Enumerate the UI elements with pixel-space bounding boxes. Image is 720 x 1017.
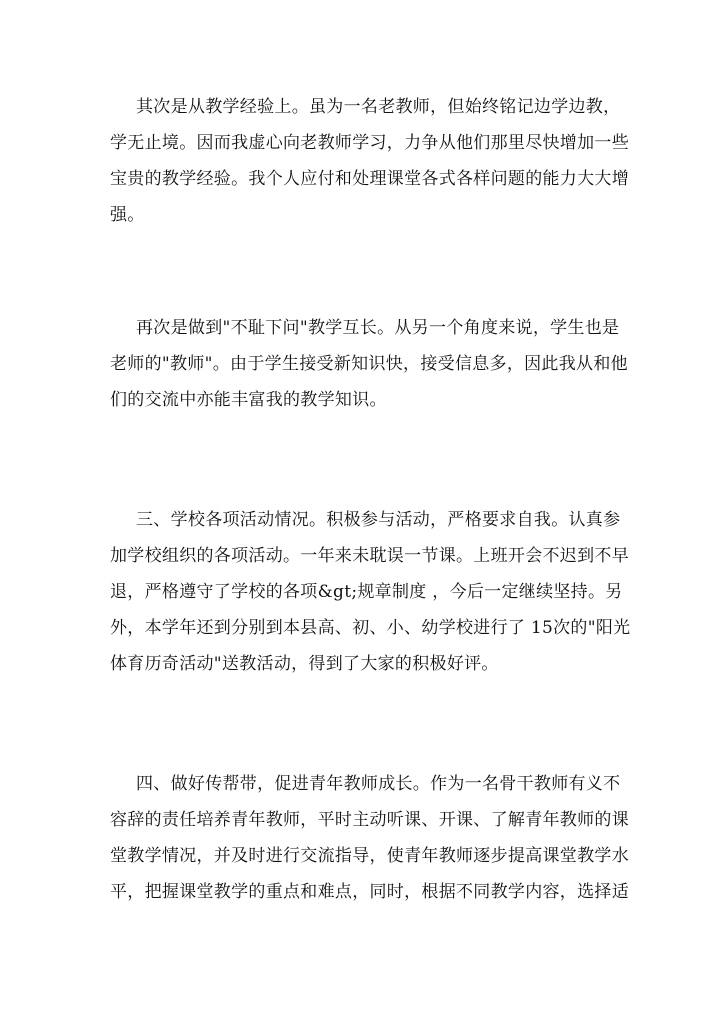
text-line: 堂教学情况，并及时进行交流指导，使青年教师逐步提高课堂教学水 [110,846,629,866]
text-line: 三、学校各项活动情况。积极参与活动，严格要求自我。认真参 [136,510,621,530]
text-line: 外，本学年还到分别到本县高、初、小、幼学校进行了 15次的"阳光 [110,618,631,638]
text-line: 平，把握课堂教学的重点和难点，同时，根据不同教学内容，选择适 [110,882,629,902]
text-line: 强。 [110,205,145,225]
text-line: 退，严格遵守了学校的各项&gt;规章制度 ，今后一定继续坚持。另 [110,582,623,602]
text-line: 容辞的责任培养青年教师，平时主动听课、开课、了解青年教师的课 [110,810,629,830]
text-line: 学无止境。因而我虚心向老教师学习，力争从他们那里尽快增加一些 [110,133,629,153]
text-line: 加学校组织的各项活动。一年来未耽误一节课。上班开会不迟到不早 [110,546,629,566]
text-line: 体育历奇活动"送教活动，得到了大家的积极好评。 [110,654,499,674]
text-line: 宝贵的教学经验。我个人应付和处理课堂各式各样问题的能力大大增 [110,169,629,189]
text-line: 老师的"教师"。由于学生接受新知识快，接受信息多，因此我从和他 [110,354,628,374]
text-line: 再次是做到"不耻下问"教学互长。从另一个角度来说，学生也是 [136,318,620,338]
paragraph-school-activities [110,502,631,682]
text-line: 四、做好传帮带，促进青年教师成长。作为一名骨干教师有义不 [136,774,621,794]
paragraph-mentoring [110,766,629,910]
paragraph-learn-from-students [110,310,626,418]
text-line: 们的交流中亦能丰富我的教学知识。 [110,390,387,410]
text-line: 其次是从教学经验上。虽为一名老教师，但始终铭记边学边教， [136,97,621,117]
paragraph-teaching-experience [110,89,629,233]
